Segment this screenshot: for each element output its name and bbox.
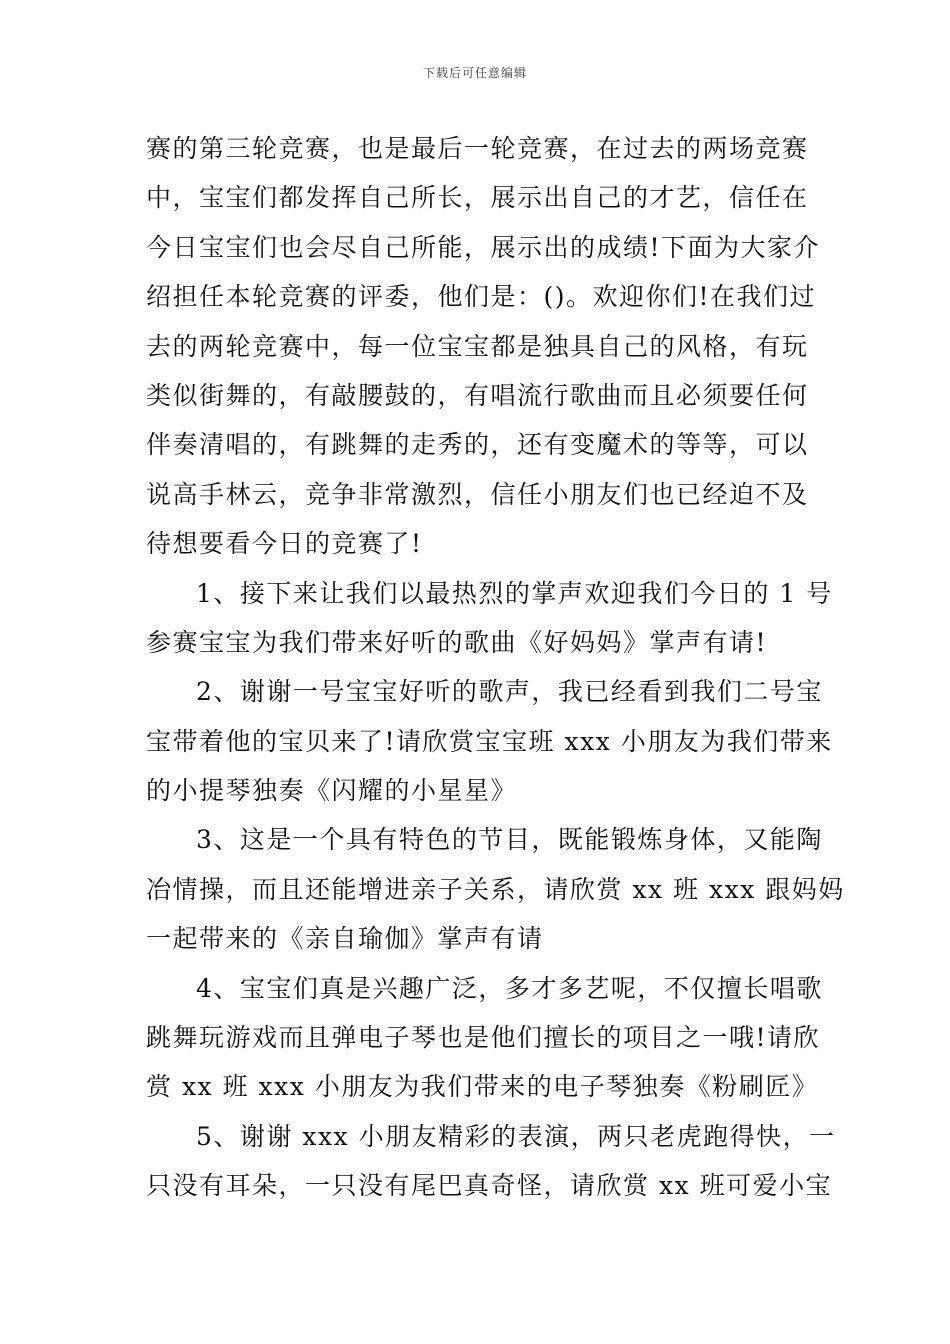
text-line: 赛的第三轮竞赛，也是最后一轮竞赛，在过去的两场竞赛	[146, 134, 809, 163]
paragraph-4-start: 4、宝宝们真是兴趣广泛，多才多艺呢，不仅擅长唱歌	[196, 973, 823, 1003]
text-line: 中，宝宝们都发挥自己所长，展示出自己的才艺，信任在	[146, 183, 809, 213]
text-line: 赏 xx 班 xxx 小朋友为我们带来的电子琴独奏《粉刷匠》	[146, 1072, 819, 1102]
text-line: 绍担任本轮竞赛的评委，他们是：()。欢迎你们!在我们过	[146, 282, 817, 312]
text-line: 去的两轮竞赛中，每一位宝宝都是独具自己的风格，有玩	[146, 331, 809, 361]
text-line: 类似街舞的，有敲腰鼓的，有唱流行歌曲而且必须要任何	[146, 380, 809, 410]
text-line: 的小提琴独奏《闪耀的小星星》	[146, 776, 518, 806]
paragraph-3-start: 3、这是一个具有特色的节目，既能锻炼身体，又能陶	[196, 825, 823, 855]
text-line: 伴奏清唱的，有跳舞的走秀的，还有变魔术的等等，可以	[146, 430, 809, 460]
text-line: 跳舞玩游戏而且弹电子琴也是他们擅长的项目之一哦!请欣	[146, 1023, 821, 1053]
paragraph-5-start: 5、谢谢 xxx 小朋友精彩的表演，两只老虎跑得快，一	[196, 1121, 836, 1151]
text-line: 说高手林云，竞争非常激烈，信任小朋友们也已经迫不及	[146, 479, 809, 509]
text-line: 宝带着他的宝贝来了!请欣赏宝宝班 xxx 小朋友为我们带来	[146, 726, 833, 756]
text-line: 今日宝宝们也会尽自己所能，展示出的成绩!下面为大家介	[146, 232, 821, 262]
document-body	[146, 124, 845, 1211]
text-line: 冶情操，而且还能增进亲子关系，请欣赏 xx 班 xxx 跟妈妈	[146, 874, 845, 904]
header-note: 下载后可任意编辑	[422, 66, 527, 80]
paragraph-2-start: 2、谢谢一号宝宝好听的歌声，我已经看到我们二号宝	[196, 677, 823, 707]
text-line: 一起带来的《亲自瑜伽》掌声有请	[146, 924, 544, 954]
text-line: 待想要看今日的竞赛了!	[146, 529, 423, 559]
text-line: 参赛宝宝为我们带来好听的歌曲《好妈妈》掌声有请!	[146, 627, 768, 657]
paragraph-1-start: 1、接下来让我们以最热烈的掌声欢迎我们今日的 1 号	[196, 578, 833, 608]
text-line: 只没有耳朵，一只没有尾巴真奇怪，请欣赏 xx 班可爱小宝	[146, 1171, 833, 1201]
